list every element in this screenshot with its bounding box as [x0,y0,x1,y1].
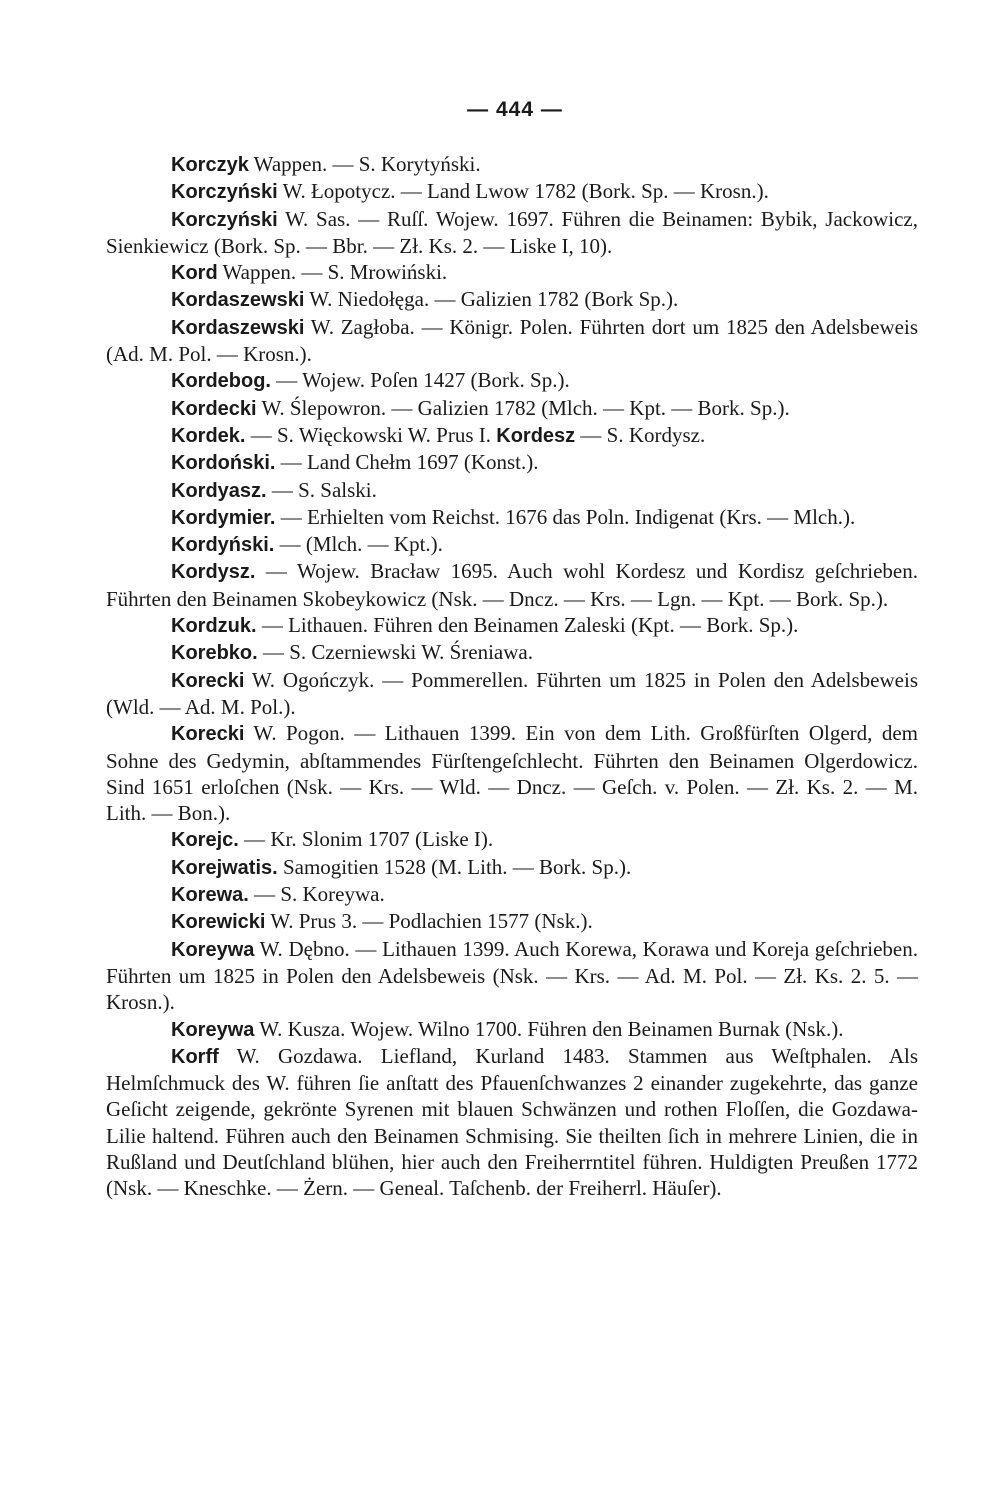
entry-text: W. Łopotycz. — Land Lwow 1782 (Bork. Sp. — Krosn.). [277,179,769,204]
entry-text: W. Prus 3. — Podlachien 1577 (Nsk.). [265,909,593,934]
entry-text: W. Ślepowron. — Galizien 1782 (Mlch. — Kpt. — Bork. Sp.). [256,395,790,420]
entry-korewicki [106,908,918,935]
entry-korecki-pogon [106,720,918,826]
entry-text: — S. Czerniewski W. Śreniawa. [257,640,533,665]
headword: Korewa. [171,884,249,907]
entry-kordymier [106,504,918,531]
entry-text: — Land Chełm 1697 (Konst.). [275,450,539,475]
headword: Koreywa [171,938,255,961]
entry-text: — (Mlch. — Kpt.). [274,532,443,557]
headword: Korebko. [171,642,258,665]
headword: Kordymier. [171,506,276,529]
headword: Kordaszewski [171,289,305,312]
entry-text: — Wojew. Poſen 1427 (Bork. Sp.). [271,368,570,393]
entry-text: — S. Salski. [266,477,377,502]
entry-text: W. Kusza. Wojew. Wilno 1700. Führen den Beinamen Burnak (Nsk.). [254,1016,844,1041]
headword: Korczyński [171,181,278,204]
headword: Kordebog. [171,370,271,393]
headword: Kordecki [171,397,257,420]
entry-kordaszewski-zagloba [106,314,918,368]
entry-kordek [106,422,918,449]
entry-text: — S. Kordysz. [575,422,706,447]
entry-koreywa-kusza [106,1016,918,1043]
entry-kordonski [106,449,918,476]
entry-text: — S. Koreywa. [248,882,385,907]
entry-korejwatis [106,854,918,881]
headword: Korff [171,1045,219,1068]
entry-text: — Wojew. Bracław 1695. Auch wohl Kordesz und Kordisz geſchrieben. Führten den Beinamen Skobeykowicz (Nsk. — Dncz. — Krs. — Lgn. — Kpt. — Bork. Sp.). [106,559,918,611]
entry-text: W. Zagłoba. — Königr. Polen. Führten dort um 1825 den Adelsbeweis (Ad. M. Pol. — Krosn.). [106,314,918,367]
entry-text: — Lithauen. Führen den Beinamen Zaleski (Kpt. — Bork. Sp.). [256,613,799,638]
entry-text: W. Gozdawa. Liefland, Kurland 1483. Stammen aus Weſtphalen. Als Helmſchmuck des W. führen ſie anſtatt des Pfauenſchwanzes 2 einander zugekehrte, das ganze Geſicht zeigende, gekrönte Syrenen mit blauen Schwänzen und rothen Floſſen, die Gozdawa-Lilie haltend. Führen auch den Beinamen Schmising. Sie theilten ſich in mehrere Linien, die in Rußland und Deutſchland blühen, hier auch den Freiherrntitel führen. Huldigten Preußen 1772 (Nsk. — Kneschke. — Żern. — Geneal. Taſchenb. der Freiherrl. Häuſer). [106,1043,918,1201]
headword: Korecki [171,669,245,692]
entry-koreywa-debno [106,936,918,1016]
entry-kordebog [106,367,918,394]
entry-korejc [106,826,918,853]
entry-korewa [106,881,918,908]
page-number: — 444 — [467,98,563,121]
entry-kordecki [106,395,918,422]
entry-text: — Kr. Slonim 1707 (Liske I). [238,827,494,852]
entry-text: W. Niedołęga. — Galizien 1782 (Bork Sp.). [304,287,679,312]
entry-korebko [106,639,918,666]
entry-kordyasz [106,477,918,504]
headword: Kordesz [496,424,576,447]
headword: Korewicki [171,911,266,934]
headword: Kord [171,262,218,285]
entry-korczynski-lopotycz [106,178,918,205]
dictionary-entries [106,151,918,1202]
headword: Kordek. [171,424,246,447]
headword: Korczyński [171,208,278,231]
headword: Kordoński. [171,452,276,475]
entry-text: W. Dębno. — Lithauen 1399. Auch Korewa, Korawa und Koreja geſchrieben. Führten um 1825 in Polen den Adelsbeweis (Nsk. — Krs. — Ad. M. Pol. — Zł. Ks. 2. 5. — Krosn.). [106,936,918,1015]
headword: Kordaszewski [171,316,305,339]
headword: Korecki [171,723,245,746]
entry-korczynski-sas [106,206,918,260]
headword: Kordyński. [171,534,275,557]
entry-text: W. Pogon. — Lithauen 1399. Ein von dem Lith. Großfürſten Olgerd, dem Sohne des Gedymin, abſtammendes Fürſtengeſchlecht. Führten den Beinamen Olgerdowicz. Sind 1651 erloſchen (Nsk. — Krs. — Wld. — Dncz. — Geſch. v. Polen. — Zł. Ks. 2. — M. Lith. — Bon.). [106,721,918,826]
headword: Korczyk [171,154,249,176]
entry-kordaszewski-niedolega [106,286,918,313]
entry-korff [106,1043,918,1202]
headword: Kordzuk. [171,615,257,638]
entry-text: Wappen. — S. Mrowiński. [217,260,448,285]
headword: Kordyasz. [171,479,267,502]
entry-kordynski [106,531,918,558]
headword: Korejc. [171,829,239,852]
headword: Kordysz. [171,561,256,584]
headword: Korejwatis. [171,856,278,879]
headword: Koreywa [171,1018,255,1041]
entry-kordysz [106,558,918,612]
entry-text: — Erhielten vom Reichst. 1676 das Poln. Indigenat (Krs. — Mlch.). [275,504,856,529]
entry-text: — S. Więckowski W. Prus I. [245,422,491,447]
entry-kordzuk [106,612,918,639]
entry-korczyk [106,151,918,178]
entry-korecki-ogonczyk [106,667,918,721]
entry-text: W. Ogończyk. — Pommerellen. Führten um 1825 in Polen den Adelsbeweis (Wld. — Ad. M. Pol.). [106,667,918,719]
entry-text: W. Sas. — Ruſſ. Wojew. 1697. Führen die Beinamen: Bybik, Jackowicz, Sienkiewicz (Bork. Sp. — Bbr. — Zł. Ks. 2. — Liske I, 10). [106,206,918,258]
entry-text: Wappen. — S. Korytyński. [248,152,481,176]
entry-kord [106,259,918,286]
entry-text: Samogitien 1528 (M. Lith. — Bork. Sp.). [277,854,632,879]
